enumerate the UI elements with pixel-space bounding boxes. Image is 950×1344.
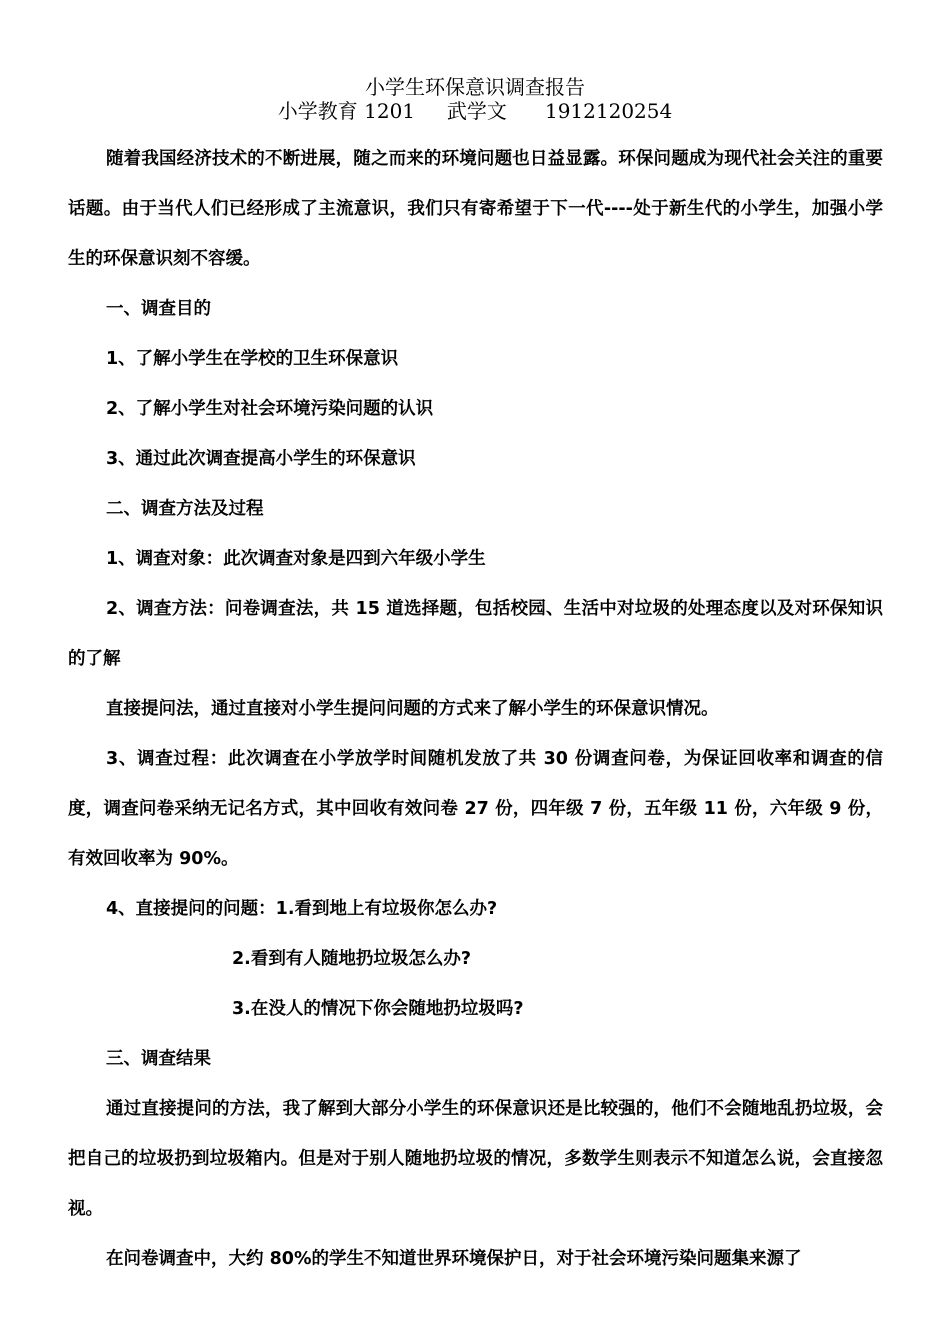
- question-item-3: 3.在没人的情况下你会随地扔垃圾吗?: [232, 999, 524, 1019]
- method-direct-question: 直接提问法，通过直接对小学生提问问题的方式来了解小学生的环保意识情况。: [106, 699, 719, 719]
- purpose-item-3: 3、通过此次调查提高小学生的环保意识: [106, 449, 416, 469]
- section-heading-method: 二、调查方法及过程: [106, 499, 264, 519]
- purpose-item-2: 2、了解小学生对社会环境污染问题的认识: [106, 399, 434, 419]
- method-item-subject: 1、调查对象：此次调查对象是四到六年级小学生: [106, 549, 486, 569]
- section-heading-purpose: 一、调查目的: [106, 299, 211, 319]
- question-item-1: 4、直接提问的问题：1.看到地上有垃圾你怎么办?: [106, 899, 498, 919]
- method-item-method: 2、调查方法：问卷调查法，共 15 道选择题，包括校园、生活中对垃圾的处理态度以及对环保知识的了解: [68, 599, 883, 669]
- author-line: 小学教育 1201 武学文 1912120254: [277, 99, 673, 123]
- method-item-process: 3、调查过程：此次调查在小学放学时间随机发放了共 30 份调查问卷，为保证回收率和调查的信度，调查问卷采纳无记名方式，其中回收有效问卷 27 份，四年级 7 份，五年级 11 份，六年级 9 份，有效回收率为 90%。: [68, 749, 883, 869]
- results-paragraph-2: 在问卷调查中，大约 80%的学生不知道世界环境保护日，对于社会环境污染问题集来源了: [106, 1249, 802, 1269]
- document-title: 小学生环保意识调查报告: [365, 75, 585, 99]
- question-item-2: 2.看到有人随地扔垃圾怎么办?: [232, 949, 471, 969]
- results-paragraph-1: 通过直接提问的方法，我了解到大部分小学生的环保意识还是比较强的，他们不会随地乱扔垃圾，会把自己的垃圾扔到垃圾箱内。但是对于别人随地扔垃圾的情况，多数学生则表示不知道怎么说，会直接忽视。: [68, 1099, 883, 1219]
- document-body: [68, 134, 883, 1284]
- section-heading-results: 三、调查结果: [106, 1049, 211, 1069]
- intro-paragraph: 随着我国经济技术的不断进展，随之而来的环境问题也日益显露。环保问题成为现代社会关注的重要话题。由于当代人们已经形成了主流意识，我们只有寄希望于下一代----处于新生代的小学生，加强小学生的环保意识刻不容缓。: [68, 149, 883, 269]
- purpose-item-1: 1、了解小学生在学校的卫生环保意识: [106, 349, 399, 369]
